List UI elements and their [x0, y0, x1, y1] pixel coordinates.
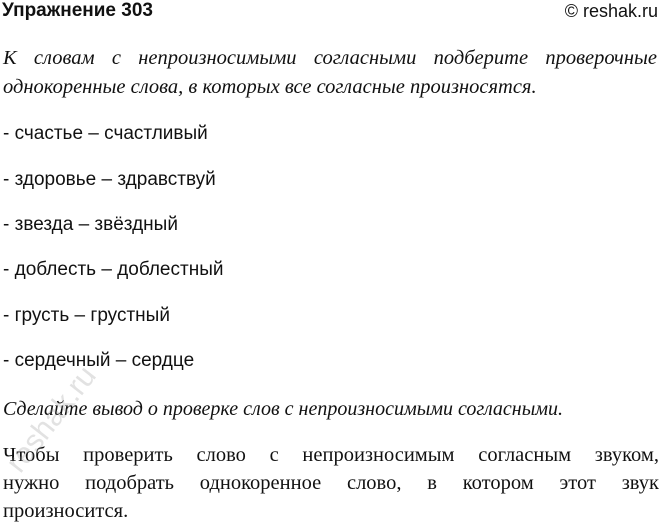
answer-line-1: Чтобы проверить слово с непроизносимым согласным звуком,: [3, 444, 659, 466]
answer-text: [3, 441, 659, 525]
word-pair: - счастье – счастливый: [3, 123, 208, 144]
word-pair: - грусть – грустный: [3, 305, 170, 326]
conclusion-prompt: Сделайте вывод о проверке слов с непроизносимыми согласными.: [3, 398, 564, 420]
watermark-logo: reshak.ru: [0, 359, 103, 479]
answer-line-3: произносится.: [3, 500, 129, 522]
word-pair: - звезда – звёздный: [3, 214, 178, 235]
source-credit: © reshak.ru: [564, 1, 658, 21]
answer-line-2: нужно подобрать однокоренное слово, в котором этот звук: [3, 472, 659, 494]
word-pair: - сердечный – сердце: [3, 350, 195, 371]
task-line-1: К словам с непроизносимыми согласными подберите проверочные: [3, 47, 657, 69]
task-line-2: однокоренные слова, в которых все согласные произносятся.: [3, 76, 537, 98]
exercise-title: Упражнение 303: [2, 0, 153, 21]
word-pair: - доблесть – доблестный: [3, 259, 224, 280]
task-instruction: [3, 44, 657, 102]
word-pair: - здоровье – здравствуй: [3, 169, 216, 190]
